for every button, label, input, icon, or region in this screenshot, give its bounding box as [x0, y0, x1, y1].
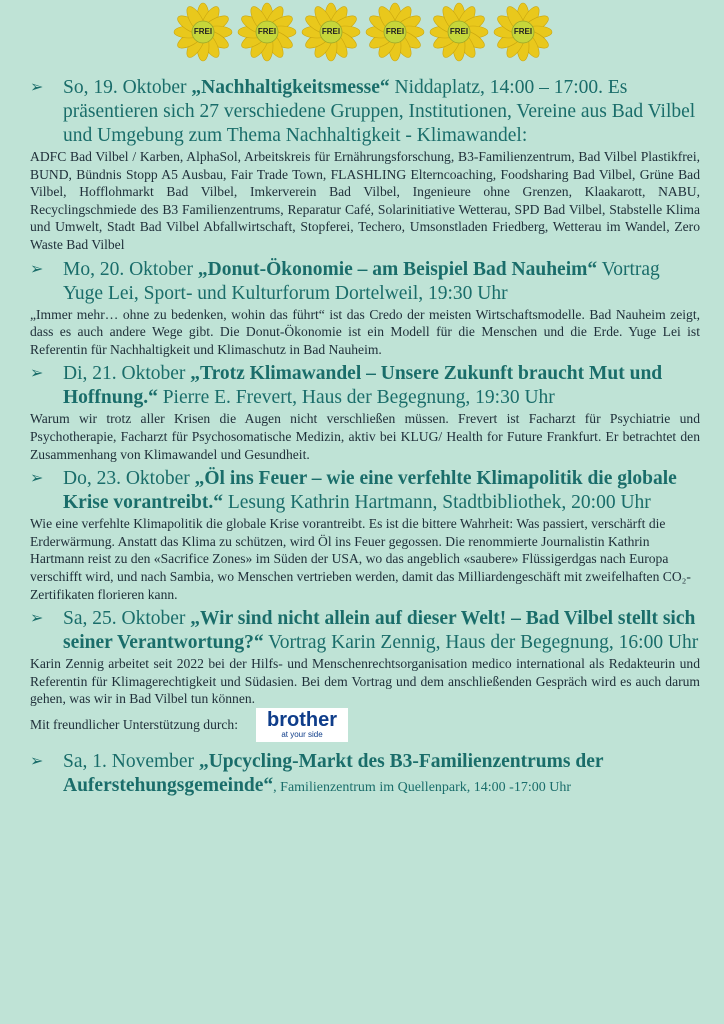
- badge-text: FREI: [449, 27, 469, 36]
- arrowhead-icon: ➢: [30, 470, 44, 488]
- event-item: [30, 76, 700, 254]
- event-title: „Öl ins Feuer – wie eine verfehlte Klimapolitik die globale Krise vorantreibt.“: [63, 468, 677, 514]
- arrowhead-icon: ➢: [30, 365, 44, 383]
- sunflower-icon: [365, 0, 425, 64]
- event-title: „Trotz Klimawandel – Unsere Zukunft braucht Mut und Hoffnung.“: [63, 363, 663, 409]
- logo-name: brother: [267, 709, 338, 732]
- event-description: ADFC Bad Vilbel / Karben, AlphaSol, Arbeitskreis für Ernährungsforschung, B3-Familienzentrum, Bad Vilbel Plastikfrei, BUND, Bündnis Stopp A5 Ausbau, Fair Trade Town, FLASHLING Elterncoaching, Foodsharing Bad Vilbel, Grüne Bad Vilbel, Hofflohmarkt Bad Vilbel, Imkerverein Bad Vilbel, Ingenieure ohne Grenzen, Klaakarott, NABU, Recyclingschmiede des B3 Familienzentrums, Reparatur Café, Solarinitiative Wetterau, SPD Bad Vilbel, Stabstelle Klima und Umwelt, Stadt Bad Vilbel Abfallwirtschaft, Stopferei, Techero, Umsonstladen Friedberg, Wetterau im Wandel, Zero Waste Bad Vilbel: [30, 149, 700, 252]
- event-heading: [30, 76, 700, 148]
- sunflower-icon: [173, 0, 233, 64]
- event-description: Wie eine verfehlte Klimapolitik die globale Krise vorantreibt. Es ist die bittere Wahrheit: Was passiert, verschärft die Erderwärmung. Anstatt das Klima zu schützen, wird Öl ins Feuer gegossen. Die renommierte Journalistin Kathrin Hartmann reist zu den «Sacrifice Zones» im Süden der USA, wo das angeblich «saubere» Flüssigerdgas nach Europa verschifft wird, und nach Sambia, wo Menschen vertrieben werden, damit das Milliardengeschäft mit zweifelhaften CO₂-Zertifikaten florieren kann.: [30, 516, 691, 602]
- arrowhead-icon: ➢: [30, 752, 44, 770]
- logo-tagline: at your side: [281, 730, 323, 740]
- event-date: So, 19. Oktober: [63, 77, 192, 98]
- event-heading: [30, 258, 700, 306]
- event-heading: [30, 467, 700, 515]
- event-item: [30, 750, 700, 800]
- event-date: Mo, 20. Oktober: [63, 258, 198, 280]
- event-details: Lesung Kathrin Hartmann, Stadtbibliothek, 20:00 Uhr: [222, 492, 651, 514]
- event-details: , Familienzentrum im Quellenpark, 14:00 -17:00 Uhr: [273, 779, 571, 795]
- arrowhead-icon: ➢: [30, 610, 44, 628]
- badge-text: FREI: [513, 27, 533, 36]
- badge-text: FREI: [193, 27, 213, 36]
- event-details: Pierre E. Frevert, Haus der Begegnung, 19:30 Uhr: [157, 387, 555, 409]
- event-item: [30, 258, 700, 359]
- event-heading: [30, 607, 700, 655]
- event-description: „Immer mehr… ohne zu bedenken, wohin das führt“ ist das Credo der meisten Wirtschaftsmodelle. Bad Nauheim zeigt, dass es auch andere Wege gibt. Die Donut-Ökonomie ist ein Modell für die Menschen und die Erde. Yuge Lei ist Referentin für Nachhaltigkeit und Klimaschutz in Bad Nauheim.: [30, 306, 700, 357]
- sunflower-icon: [301, 0, 361, 64]
- badge-text: FREI: [257, 27, 277, 36]
- event-list: [30, 76, 700, 804]
- event-title: „Upcycling-Markt des B3-Familienzentrums der Auferstehungsgemeinde“: [63, 750, 604, 796]
- event-details: Vortrag Yuge Lei, Sport- und Kulturforum Dortelweil, 19:30 Uhr: [63, 258, 660, 304]
- event-title: „Donut-Ökonomie – am Beispiel Bad Nauheim“: [197, 258, 598, 280]
- event-date: Sa, 25. Oktober: [63, 608, 191, 630]
- sunflower-icon: [237, 0, 297, 64]
- brother-logo: [256, 708, 348, 742]
- sunflower-icon: [429, 0, 489, 64]
- arrowhead-icon: ➢: [30, 79, 44, 96]
- event-date: Di, 21. Oktober: [63, 363, 191, 385]
- event-item: [30, 362, 700, 463]
- event-item: [30, 607, 700, 742]
- badge-text: FREI: [385, 27, 405, 36]
- arrowhead-icon: ➢: [30, 260, 44, 278]
- event-heading: [30, 750, 700, 800]
- sponsor-line: [30, 708, 700, 742]
- event-heading: [30, 362, 700, 410]
- event-date: Sa, 1. November: [63, 750, 199, 772]
- event-details: Vortrag Karin Zennig, Haus der Begegnung, 16:00 Uhr: [263, 632, 699, 654]
- event-item: [30, 467, 700, 603]
- event-details: Niddaplatz, 14:00 – 17:00. Es präsentieren sich 27 verschiedene Gruppen, Institutionen, Vereine aus Bad Vilbel und Umgebung zum Thema Nachhaltigkeit - Klimawandel:: [63, 77, 696, 146]
- event-description: Karin Zennig arbeitet seit 2022 bei der Hilfs- und Menschenrechtsorganisation medico international als Redakteurin und Referentin für Klimagerechtigkeit und Südasien. Bei dem Vortrag und dem anschließenden Gespräch wird es auch darum gehen, was wir in Bad Vilbel tun können.: [30, 656, 700, 707]
- sunflower-icon: [493, 0, 553, 64]
- event-title: „Nachhaltigkeitsmesse“: [191, 77, 390, 98]
- header-sunflowers: [173, 0, 553, 70]
- sponsor-text: Mit freundlicher Unterstützung durch:: [30, 716, 239, 732]
- event-date: Do, 23. Oktober: [63, 468, 195, 490]
- event-title: „Wir sind nicht allein auf dieser Welt! – Bad Vilbel stellt sich seiner Verantwortung?“: [63, 608, 696, 654]
- badge-text: FREI: [321, 27, 341, 36]
- event-description: Warum wir trotz aller Krisen die Augen nicht verschließen müssen. Frevert ist Facharzt für Psychiatrie und Psychotherapie, Facharzt für Psychosomatische Medizin, aktiv bei KLUG/ Health for Future Frankfurt. Er betrachtet den Zusammenhang von Klimawandel und Gesundheit.: [30, 411, 700, 462]
